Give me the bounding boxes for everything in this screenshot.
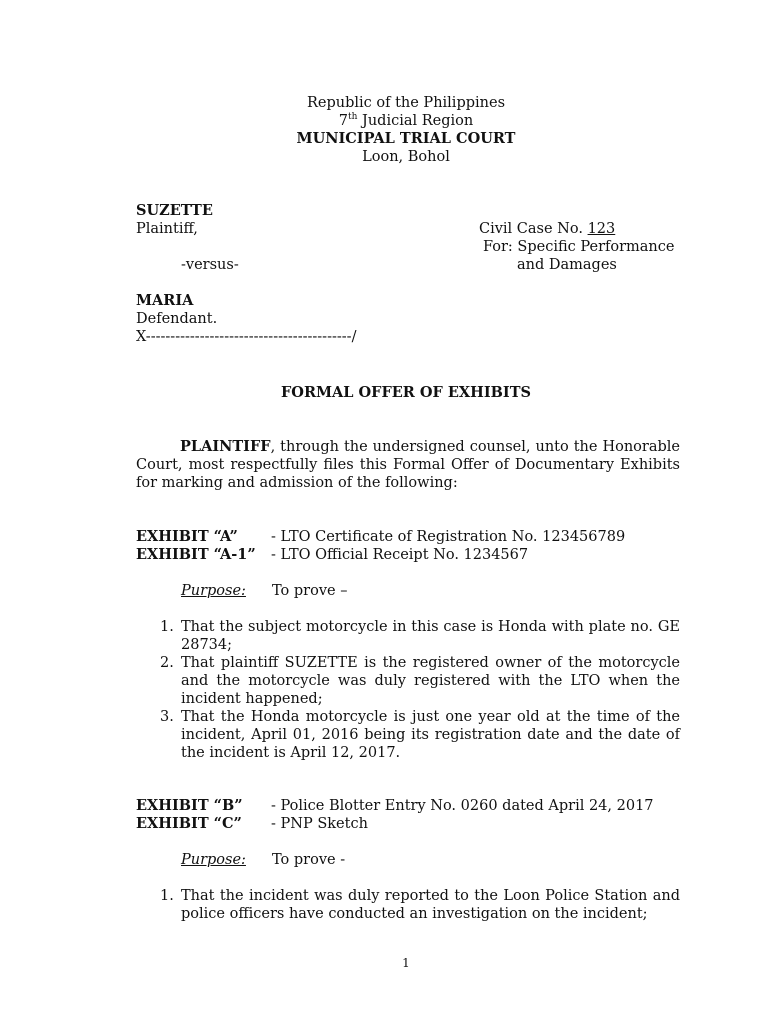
exhibit-c-description: - PNP Sketch (271, 816, 368, 832)
list-item: 1. That the incident was duly reported to the Loon Police Station and police officers have conducted an investigation on the incident; (160, 888, 680, 922)
civil-case-number: Civil Case No. 123 (479, 221, 616, 237)
list-item: 1. That the subject motorcycle in this case is Honda with plate no. GE 28734; (160, 619, 680, 653)
exhibit-b-description: - Police Blotter Entry No. 0260 dated April 24, 2017 (271, 798, 654, 814)
defendant-label: Defendant. (136, 311, 218, 327)
purpose-label-2: Purpose: (181, 852, 246, 868)
header-republic: Republic of the Philippines (306, 95, 506, 111)
exhibit-a-description: - LTO Certificate of Registration No. 123456789 (271, 529, 626, 545)
purpose-text-2: To prove - (272, 852, 346, 868)
versus-label: -versus- (181, 257, 239, 273)
document-title: FORMAL OFFER OF EXHIBITS (281, 384, 531, 401)
plaintiff-label: Plaintiff, (136, 221, 198, 237)
header-location: Loon, Bohol (362, 149, 450, 165)
exhibit-a-label: EXHIBIT “A” (136, 528, 238, 545)
intro-paragraph: PLAINTIFF, through the undersigned counsel, unto the Honorable Court, most respectfully files this Formal Offer of Documentary Exhibits for marking and admission of the following: (136, 438, 680, 491)
purpose-text-1: To prove – (272, 583, 348, 599)
exhibit-b-label: EXHIBIT “B” (136, 797, 243, 814)
caption-divider: X------------------------------------------/ (136, 329, 357, 345)
case-nature-line1: For: Specific Performance (483, 239, 675, 255)
purpose-label-1: Purpose: (181, 583, 246, 599)
plaintiff-name: SUZETTE (136, 202, 213, 219)
header-court-name: MUNICIPAL TRIAL COURT (296, 130, 516, 147)
header-judicial-region: 7th Judicial Region (338, 112, 474, 129)
exhibit-c-label: EXHIBIT “C” (136, 815, 242, 832)
purpose-list-2 (136, 887, 680, 923)
purpose-list-1 (136, 618, 680, 762)
exhibit-a1-description: - LTO Official Receipt No. 1234567 (271, 547, 529, 563)
page-number: 1 (402, 956, 410, 970)
case-nature-line2: and Damages (517, 257, 617, 273)
defendant-name: MARIA (136, 292, 194, 309)
list-item: 3. That the Honda motorcycle is just one year old at the time of the incident, April 01, 2016 being its registration date and the date of the incident is April 12, 2017. (160, 709, 680, 761)
exhibit-a1-label: EXHIBIT “A-1” (136, 546, 256, 563)
list-item: 2. That plaintiff SUZETTE is the registered owner of the motorcycle and the motorcycle was duly registered with the LTO when the incident happened; (160, 655, 680, 707)
